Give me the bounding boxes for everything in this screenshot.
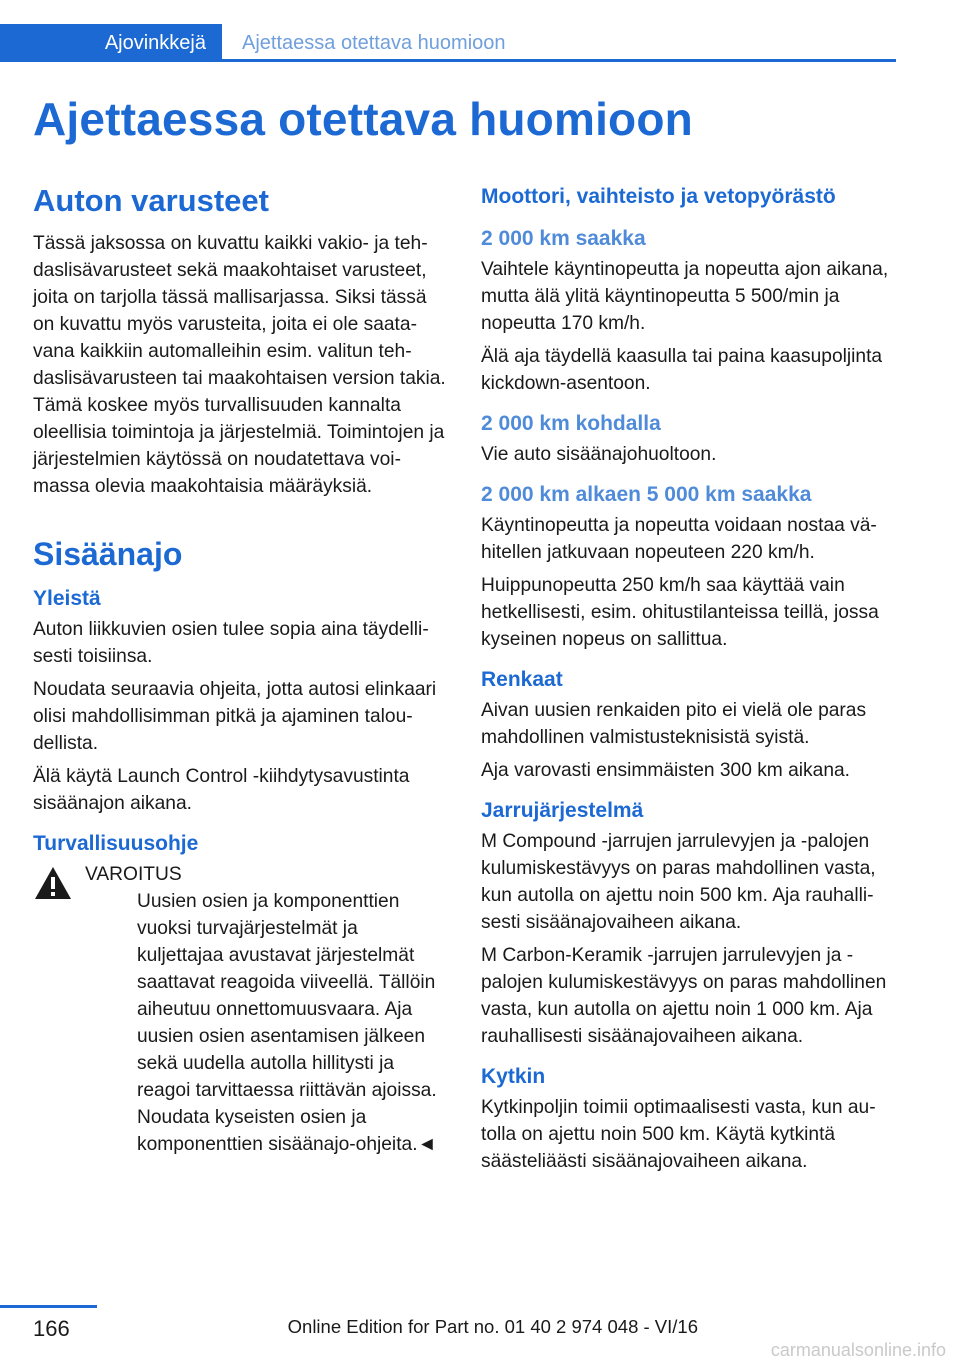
equipment-heading: Auton varusteet xyxy=(33,183,269,218)
up-to-2000-heading: 2 000 km saakka xyxy=(481,227,646,250)
general-heading: Yleistä xyxy=(33,587,101,610)
right-column xyxy=(481,182,896,1181)
section-tab[interactable]: Ajovinkkejä xyxy=(0,24,222,62)
footer-rule xyxy=(0,1305,97,1308)
safety-heading: Turvallisuusohje xyxy=(33,832,199,855)
clutch-paragraph-1: Kytkinpoljin toimii optimaalisesti vasta, kun autolla on ajettu noin 500 km. Käytä kytkintä säästeliäästi sisäänajovaiheen aikana. xyxy=(481,1097,876,1172)
watermark: carmanualsonline.info xyxy=(770,1340,946,1360)
brakes-paragraph-2: M Carbon-Keramik -jarrujen jarrulevyjen ja -palojen kulumiskestävyys on paras mahdollinen vasta, kun autolla on ajettu noin 1 000 km. Aja rauhallisesti sisäänajovaiheen aikana. xyxy=(481,945,887,1047)
clutch-heading: Kytkin xyxy=(481,1065,546,1088)
brakes-heading: Jarrujärjestelmä xyxy=(481,799,644,822)
general-paragraph-1: Auton liikkuvien osien tulee sopia aina täydellisesti toisiinsa. xyxy=(33,619,429,667)
edition-text: Online Edition for Part no. 01 40 2 974 048 - VI/16 xyxy=(287,1316,698,1337)
page-tab[interactable]: Ajettaessa otettava huomioon xyxy=(242,32,506,54)
tires-paragraph-1: Aivan uusien renkaiden pito ei vielä ole paras mahdollinen valmistusteknisistä syistä. xyxy=(481,700,867,748)
warning-box xyxy=(33,861,448,1158)
warning-label: VAROITUS xyxy=(85,864,182,885)
up-to-2000-paragraph-1: Vaihtele käyntinopeutta ja nopeutta ajon aikana, mutta älä ylitä käyntinopeutta 5 500/min ja nopeutta 170 km/h. xyxy=(481,259,889,334)
at-2000-heading: 2 000 km kohdalla xyxy=(481,412,661,435)
equipment-text: Tässä jaksossa on kuvattu kaikki vakio- ja tehdaslisävarusteet sekä maakohtaiset varusteet, joita on tarjolla tässä mallisarjassa. Siksi tässä on kuvattu myös varusteita, joita ei ole saatavana kaikkiin automalleihin esim. valitun tehdaslisävarusteen tai maakohtaisen version takia. Tämä koskee myös turvallisuuden kannalta oleellisia toimintoja ja järjestelmiä. Toimintojen ja järjestelmien käytössä on noudatettava voimassa olevia maakohtaisia määräyksiä. xyxy=(33,233,446,497)
header-bar xyxy=(0,24,896,62)
breakin-heading: Sisäänajo xyxy=(33,536,183,572)
up-to-2000-paragraph-2: Älä aja täydellä kaasulla tai paina kaasupoljinta kickdown-asentoon. xyxy=(481,346,883,394)
page-title: Ajettaessa otettava huomioon xyxy=(33,93,693,145)
at-2000-paragraph-1: Vie auto sisäänajohuoltoon. xyxy=(481,444,717,465)
general-paragraph-3: Älä käytä Launch Control -kiihdytysavustinta sisäänajon aikana. xyxy=(33,766,410,814)
tires-paragraph-2: Aja varovasti ensimmäisten 300 km aikana. xyxy=(481,760,850,781)
tires-heading: Renkaat xyxy=(481,668,563,691)
from-2000-paragraph-1: Käyntinopeutta ja nopeutta voidaan nostaa vähitellen jatkuvaan nopeuteen 220 km/h. xyxy=(481,515,877,563)
page-number: 166 xyxy=(33,1316,70,1341)
general-paragraph-2: Noudata seuraavia ohjeita, jotta autosi elinkaari olisi mahdollisimman pitkä ja ajaminen taloudellista. xyxy=(33,679,437,754)
from-2000-paragraph-2: Huippunopeutta 250 km/h saa käyttää vain hetkellisesti, esim. ohitustilanteissa teillä, jossa kyseinen nopeus on sallittua. xyxy=(481,575,879,650)
brakes-paragraph-1: M Compound -jarrujen jarrulevyjen ja -palojen kulumiskestävyys on paras mahdollinen vasta, kun autolla on ajettu noin 500 km. Aja rauhallisesti sisäänajovaiheen aikana. xyxy=(481,831,876,933)
warning-text: Uusien osien ja komponenttien vuoksi turvajärjestelmät ja kuljettajaa avustavat järjestelmät saattavat reagoida viiveellä. Tällöin aiheutuu onnettomuusvaara. Aja uusien osien asentamisen jälkeen sekä uudella autolla hillitysti ja reagoi tarvittaessa riittävän ajoissa. Noudata kyseisten osien ja komponenttien sisäänajo-ohjeita.◄ xyxy=(137,891,437,1155)
warning-triangle-icon xyxy=(33,865,73,901)
header-rule xyxy=(0,59,896,62)
from-2000-heading: 2 000 km alkaen 5 000 km saakka xyxy=(481,483,812,506)
drivetrain-heading: Moottori, vaihteisto ja vetopyörästö xyxy=(481,185,836,208)
left-column xyxy=(33,182,448,1164)
